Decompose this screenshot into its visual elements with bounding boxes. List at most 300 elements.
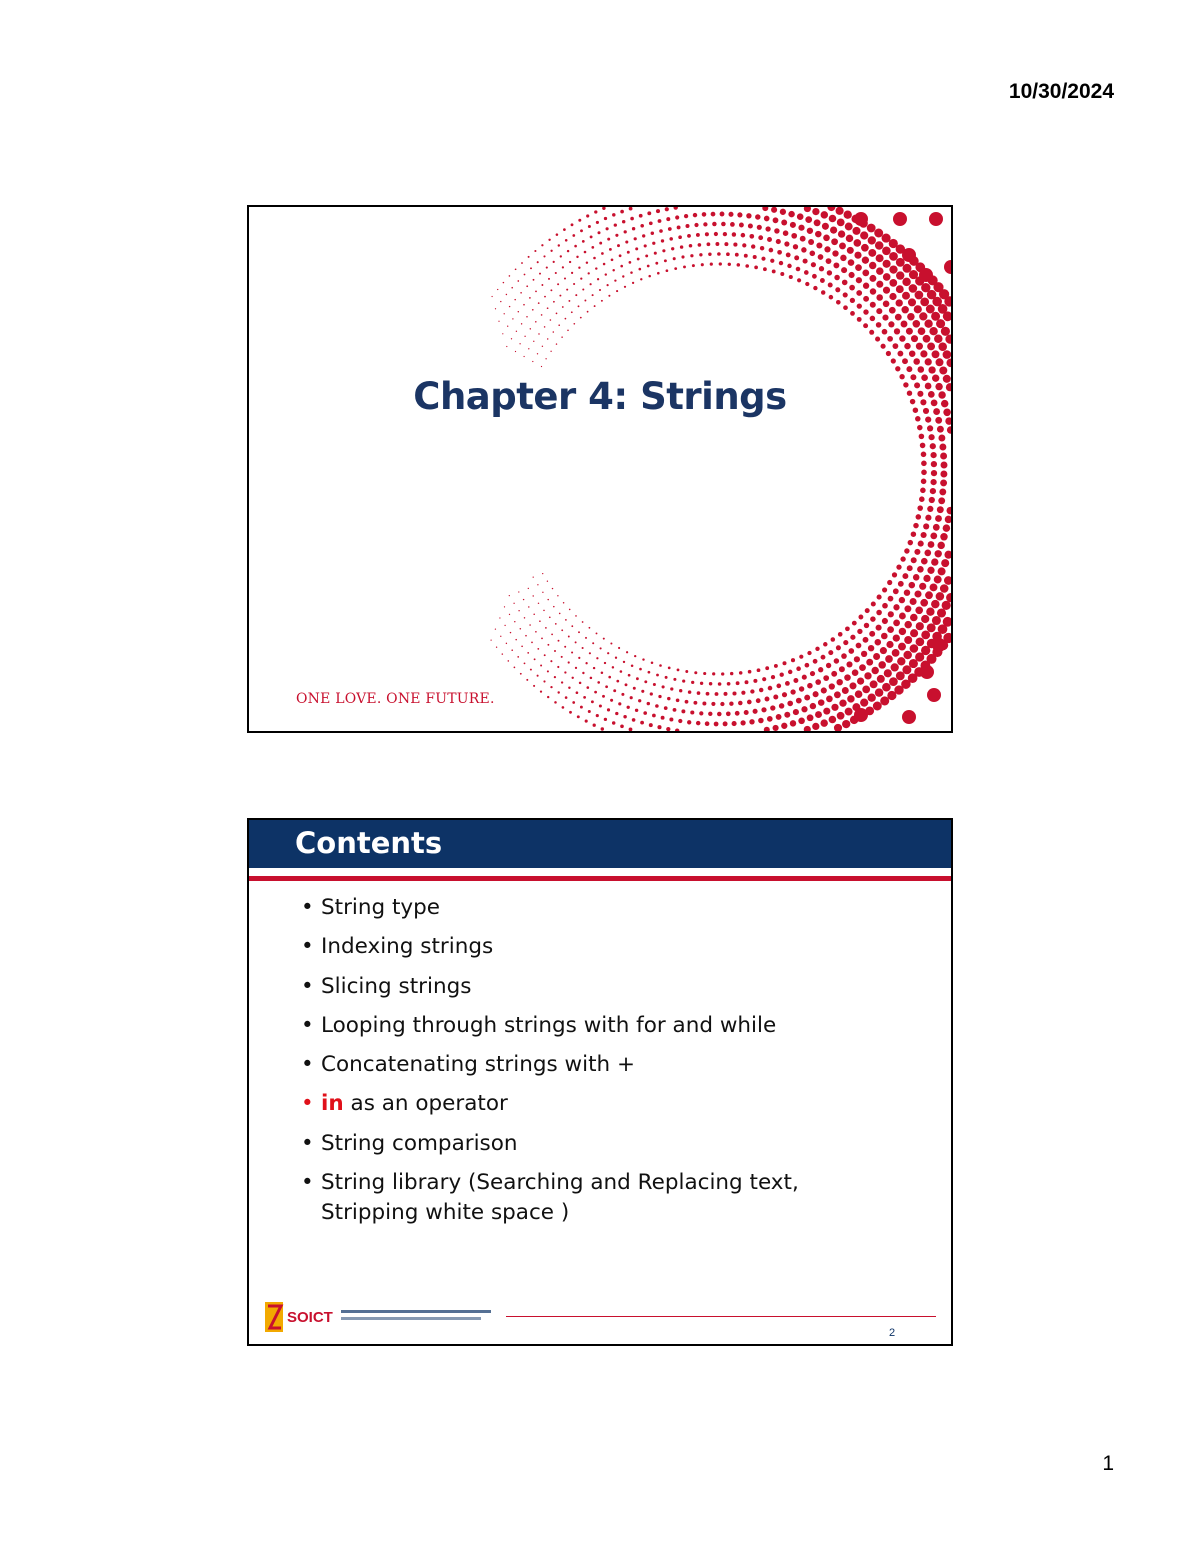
decoration-dot [575,294,577,296]
decoration-dot [756,698,761,703]
decoration-dot [589,627,591,629]
decoration-dot [690,710,694,714]
decoration-dot [894,328,900,334]
decoration-dot [596,657,598,659]
decoration-dot [644,244,647,247]
decoration-dot [902,292,910,300]
decoration-dot [615,712,618,715]
decoration-dot [831,704,838,711]
decoration-dot [746,213,751,218]
decoration-dot [805,216,812,223]
decoration-dot [896,271,904,279]
decoration-dot [903,651,912,660]
decoration-dot [588,225,591,228]
decoration-dot [921,630,930,639]
decoration-dot [524,617,525,618]
decoration-dot [575,641,577,643]
decoration-dot [576,256,578,258]
decoration-dot [559,613,561,615]
decoration-dot [563,602,565,604]
decoration-dot [790,222,796,228]
decoration-dot [854,239,862,247]
decoration-dot [927,623,936,632]
decoration-dot [607,284,609,286]
decoration-dot [898,643,906,651]
title-slide [247,205,953,733]
decoration-dot [913,320,921,328]
decoration-dot [797,213,804,220]
decoration-dot [537,353,538,354]
decoration-dot [556,313,558,315]
decoration-dot [896,285,904,293]
decoration-dot [856,290,862,296]
decoration-dot [827,207,835,211]
decoration-dot [798,225,804,231]
decoration-dot [935,550,942,557]
decoration-dot [618,647,620,649]
decoration-dot-large [929,212,943,226]
decoration-dot [627,706,630,709]
decoration-dot [812,274,817,279]
decoration-dot [656,674,659,677]
decoration-dot [887,580,892,585]
decoration-dot [780,209,786,215]
decoration-dot [895,366,900,371]
decoration-dot [568,300,570,302]
decoration-dot [696,233,700,237]
decoration-dot [509,595,510,596]
decoration-dot [829,683,835,689]
decoration-dot [729,702,733,706]
decoration-dot [921,452,927,458]
decoration-dot [920,599,928,607]
decoration-dot [910,598,917,605]
decoration-dot [899,613,906,620]
decoration-dot [920,488,926,494]
decoration-dot [834,724,842,731]
decoration-dot [553,301,555,303]
decoration-dot [567,250,569,252]
decoration-dot [601,671,604,674]
decoration-dot [574,245,577,248]
decoration-dot [788,211,794,217]
decoration-dot [843,292,848,297]
decoration-dot [512,318,513,319]
decoration-dot [799,686,804,691]
decoration-dot [881,633,888,640]
decoration-dot [897,657,905,665]
decoration-dot [513,603,514,604]
decoration-dot [764,727,770,731]
decoration-dot [901,306,908,313]
decoration-dot [661,239,664,242]
decoration-dot [920,443,926,449]
decoration-dot [601,300,603,302]
decoration-dot [790,720,796,726]
decoration-dot [546,267,548,269]
decoration-dot [662,685,665,688]
decoration-dot [622,275,624,277]
decoration-dot [504,313,505,314]
decoration-dot [635,709,638,712]
decoration-dot [661,716,665,720]
decoration-dot [569,711,572,714]
decoration-dot [675,215,679,219]
decoration-dot [590,235,593,238]
decoration-dot [927,425,933,431]
decoration-dot [533,341,534,342]
bullet-icon: • [301,1170,314,1196]
decoration-dot [921,558,928,565]
decoration-dot [815,711,822,718]
decoration-dot [498,321,499,322]
decoration-dot [595,267,597,269]
decoration-dot [532,361,533,362]
decoration-dot [941,327,950,336]
decoration-dot-large [854,708,868,722]
decoration-dot [511,338,512,339]
decoration-dot [911,557,917,563]
decoration-dot [528,348,529,349]
decoration-dot [666,269,669,272]
decoration-dot [801,247,806,252]
decoration-dot [932,616,941,625]
decoration-dot [561,681,563,683]
decoration-dot [741,233,746,238]
decoration-dot [914,590,921,597]
decoration-dot [585,720,588,723]
decoration-dot [706,692,710,696]
decoration-dot [737,263,741,267]
decoration-dot [697,691,701,695]
decoration-dot [834,275,840,281]
decoration-dot [520,628,522,630]
decoration-dot [558,244,560,246]
decoration-dot [571,223,574,226]
decoration-dot [648,671,651,674]
decoration-dot [838,632,843,637]
decoration-dot [712,222,716,226]
decoration-dot [548,278,550,280]
decoration-dot [597,278,599,280]
decoration-dot [769,248,774,253]
decoration-dot [782,661,786,665]
decoration-dot [554,676,556,678]
decoration-dot [669,237,673,241]
decoration-dot [904,548,909,553]
keyword-in: in [321,1091,344,1117]
decoration-dot [615,657,617,659]
decoration-dot [491,296,492,297]
decoration-dot [767,716,773,722]
decoration-dot [541,638,543,640]
decoration-dot [604,718,607,721]
decoration-dot [930,488,936,494]
decoration-dot [577,715,580,718]
decoration-dot [860,231,868,239]
decoration-dot [807,651,811,655]
decoration-dot [859,664,866,671]
decoration-dot [554,701,557,704]
decoration-dot [700,682,703,685]
decoration-dot [782,692,787,697]
decoration-dot [753,255,757,259]
decoration-dot [529,297,531,299]
decoration-dot [509,614,510,615]
decoration-dot [847,695,855,703]
decoration-dot [823,642,827,646]
decoration-dot [805,663,810,668]
decoration-dot [815,647,819,651]
decoration-dot [556,233,559,236]
decoration-dot [762,677,766,681]
decoration-dot [705,232,709,236]
decoration-dot [800,236,806,242]
decoration-dot [751,244,755,248]
decoration-dot [685,224,689,228]
decoration-dot [582,240,585,243]
decoration-dot [870,680,878,688]
decoration-dot [870,302,876,308]
decoration-dot [520,292,522,294]
decoration-dot [542,346,543,347]
decoration-dot [530,328,531,329]
decoration-dot [651,661,654,664]
decoration-dot [931,461,937,467]
decoration-dot [524,274,526,276]
decoration-dot [762,207,768,211]
decoration-dot [930,452,936,458]
decoration-dot [857,678,864,685]
decoration-dot [523,356,524,357]
decoration-dot [543,610,545,612]
decoration-dot [649,723,653,727]
decoration-dot [923,523,929,529]
decoration-dot [839,242,846,249]
decoration-dot [624,230,627,233]
decoration-dot [726,252,730,256]
decoration-dot [921,615,929,623]
decoration-dot [696,721,700,725]
decoration-dot [648,275,651,278]
decoration-dot [632,718,636,722]
decoration-dot [887,626,894,633]
decoration-dot [721,222,726,227]
decoration-dot [875,337,880,342]
decoration-dot [558,324,560,326]
decoration-dot [564,277,566,279]
decoration-dot [888,611,894,617]
decoration-dot [547,307,549,309]
decoration-dot [557,691,559,693]
decoration-dot [744,710,749,715]
decoration-dot [896,671,905,680]
decoration-dot [601,252,604,255]
bullet-icon: • [301,895,314,920]
decoration-dot [847,247,854,254]
decoration-dot [945,417,951,425]
decoration-dot [537,648,539,650]
decoration-dot [561,336,563,338]
decoration-dot [831,671,837,677]
decoration-dot [882,329,888,335]
decoration-dot [904,605,911,612]
decoration-dot [727,682,731,686]
decoration-dot [537,675,539,677]
decoration-dot [623,661,625,663]
decoration-dot [507,326,508,327]
decoration-dot [804,695,810,701]
decoration-dot [708,712,712,716]
decoration-dot [776,714,782,720]
decoration-dot [657,725,661,729]
decoration-dot [582,288,584,290]
decoration-dot [537,261,539,263]
decoration-dot [876,267,884,275]
decoration-dot [692,264,695,267]
bullet-icon: • [301,973,314,999]
decoration-dot [916,637,925,646]
decoration-dot [893,343,899,349]
decoration-dot [618,702,621,705]
decoration-dot [523,599,524,600]
decoration-dot [679,689,682,692]
decoration-dot [930,583,938,591]
decoration-dot [945,516,951,524]
decoration-dot [642,658,644,660]
decoration-dot [735,253,739,257]
decoration-dot [861,244,869,252]
decoration-dot [849,285,855,291]
decoration-dot [921,532,927,538]
decoration-dot [504,606,505,607]
decoration-dot [827,270,832,275]
decoration-dot [502,333,503,334]
decoration-dot [881,344,886,349]
decoration-dot [893,588,899,594]
decoration-dot [807,714,814,721]
decoration-dot [632,227,635,230]
decoration-dot [899,335,905,341]
decoration-dot [582,647,584,649]
decoration-dot [572,701,575,704]
decoration-dot [603,263,606,266]
decoration-dot [538,302,540,304]
decoration-dot [838,230,845,237]
decoration-dot [650,692,653,695]
decoration-dot [915,606,923,614]
decoration-dot [523,304,525,306]
decoration-dot [801,706,807,712]
decoration-dot [526,316,528,318]
decoration-dot-large [902,710,916,724]
page-number: 1 [1102,1452,1114,1475]
decoration-dot [845,223,853,231]
decoration-dot [842,280,848,286]
decoration-dot [623,715,626,718]
decoration-dot [515,351,516,352]
decoration-dot [760,246,764,250]
decoration-dot [628,674,631,677]
decoration-dot [540,665,542,667]
decoration-dot [818,699,825,706]
decoration-dot [529,624,531,626]
decoration-dot [891,358,896,363]
decoration-dot [779,703,785,709]
decoration-dot [564,671,566,673]
decoration-dot [572,234,575,237]
decoration-dot [612,269,614,271]
decoration-dot [544,296,546,298]
decoration-dot [547,696,549,698]
decoration-dot [575,615,577,617]
decoration-dot [625,683,628,686]
decoration-dot [639,268,642,271]
decoration-dot [758,718,764,724]
decoration-dot [674,267,677,270]
decoration-dot [836,645,841,650]
decoration-dot [669,717,673,721]
decoration-dot [506,346,507,347]
decoration-dot [864,623,869,628]
decoration-dot [832,250,838,256]
decoration-dot [787,701,793,707]
slide-number: 2 [889,1327,896,1339]
decoration-dot [602,695,605,698]
decoration-dot [515,268,517,270]
decoration-dot [892,572,897,577]
decoration-dot [934,576,942,584]
decoration-dot [863,309,868,314]
decoration-dot [790,689,795,694]
decoration-dot [943,524,951,532]
decoration-dot [624,286,626,288]
decoration-dot [594,210,597,213]
decoration-dot [884,669,892,677]
decoration-dot [886,351,891,356]
decoration-dot [786,252,791,257]
decoration-dot [863,283,869,289]
decoration-dot [804,207,811,212]
decoration-dot [865,608,870,613]
decoration-dot [938,342,947,351]
decoration-dot [621,693,624,696]
decoration-dot [544,654,546,656]
decoration-dot [732,721,737,726]
decoration-dot [765,226,770,231]
decoration-dot [739,671,743,675]
decoration-dot [913,358,920,365]
decoration-dot [943,350,951,359]
decoration-dot [900,556,905,561]
decoration-dot [935,515,942,522]
decoration-dot [773,725,779,731]
decoration-dot [901,321,908,328]
slogan: ONE LOVE. ONE FUTURE. [296,691,495,707]
decoration-dot [583,696,586,699]
decoration-dot [627,251,630,254]
decoration-dot [518,311,519,312]
decoration-dot [909,284,918,293]
decoration-dot [580,278,582,280]
decoration-dot [869,262,876,269]
decoration-dot [747,700,752,705]
decoration-dot [852,227,860,235]
decoration-dot [882,315,888,321]
decoration-dot [555,272,557,274]
decoration-dot [671,247,674,250]
decoration-dot [789,275,793,279]
